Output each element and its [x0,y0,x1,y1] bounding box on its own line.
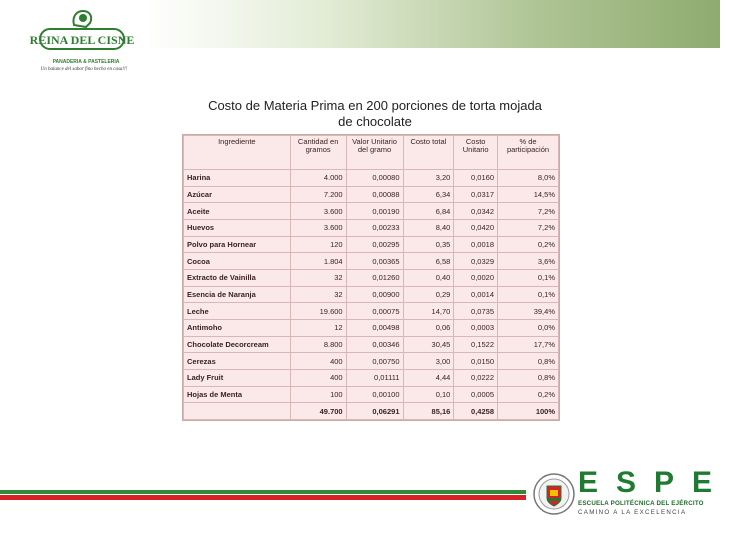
value-cell: 8,40 [403,219,454,236]
value-cell: 8.800 [290,336,346,353]
table-row [184,219,559,236]
column-header: % de participación [498,136,559,170]
value-cell: 0,00080 [346,170,403,187]
ingredient-cell: Aceite [184,203,291,220]
table-body [184,170,559,420]
value-cell: 3.600 [290,219,346,236]
value-cell: 0,0222 [454,369,498,386]
logo-subtitle: PANADERIA & PASTELERIA [52,59,120,65]
value-cell: 0,29 [403,286,454,303]
value-cell: 400 [290,353,346,370]
value-cell: 3,20 [403,170,454,187]
value-cell: 17,7% [498,336,559,353]
value-cell: 0,0329 [454,253,498,270]
value-cell: 0,8% [498,369,559,386]
value-cell: 0,0020 [454,269,498,286]
value-cell: 14,5% [498,186,559,203]
table-row [184,269,559,286]
value-cell: 7.200 [290,186,346,203]
value-cell: 0,00233 [346,219,403,236]
value-cell: 1.804 [290,253,346,270]
column-header: Ingrediente [184,136,291,170]
table-row [184,186,559,203]
value-cell: 7,2% [498,219,559,236]
value-cell: 0,00190 [346,203,403,220]
table-row [184,386,559,403]
value-cell: 0,0342 [454,203,498,220]
value-cell: 4,44 [403,369,454,386]
column-header: Valor Unitario del gramo [346,136,403,170]
ingredient-cell: Extracto de Vainilla [184,269,291,286]
value-cell: 14,70 [403,303,454,320]
value-cell: 19.600 [290,303,346,320]
value-cell: 7,2% [498,203,559,220]
value-cell: 32 [290,269,346,286]
logo-slogan: Un balance del sabor fino hecho en casa!!! [40,67,128,72]
ingredient-cell: Antimoho [184,319,291,336]
value-cell: 0,06 [403,319,454,336]
value-cell: 4.000 [290,170,346,187]
table-row [184,253,559,270]
value-cell: 6,34 [403,186,454,203]
value-cell: 0,00346 [346,336,403,353]
espe-seal-icon [532,472,576,516]
value-cell: 3,6% [498,253,559,270]
cost-table-container [182,134,560,421]
value-cell: 0,00365 [346,253,403,270]
value-cell: 85,16 [403,403,454,420]
table-row [184,286,559,303]
logo-brand-text: REINA DEL CISNE [29,33,135,47]
value-cell: 0,00075 [346,303,403,320]
ingredient-cell: Polvo para Hornear [184,236,291,253]
value-cell: 0,2% [498,236,559,253]
value-cell: 0,10 [403,386,454,403]
slide-title [180,98,570,130]
footer-stripes [0,490,526,500]
value-cell: 0,0018 [454,236,498,253]
espe-institution-name: ESCUELA POLITÉCNICA DEL EJÉRCITO [578,500,704,507]
value-cell: 39,4% [498,303,559,320]
red-stripe [0,495,526,500]
value-cell: 0,0005 [454,386,498,403]
value-cell: 12 [290,319,346,336]
value-cell: 0,4258 [454,403,498,420]
ingredient-cell: Lady Fruit [184,369,291,386]
value-cell: 0,8% [498,353,559,370]
value-cell: 0,35 [403,236,454,253]
value-cell: 6,58 [403,253,454,270]
value-cell: 0,0003 [454,319,498,336]
value-cell: 0,0420 [454,219,498,236]
ingredient-cell [184,403,291,420]
slide-title-line2: de chocolate [338,114,412,129]
value-cell: 0,0% [498,319,559,336]
swan-logo-icon [29,5,135,59]
ingredient-cell: Cerezas [184,353,291,370]
table-row [184,203,559,220]
table-row [184,170,559,187]
value-cell: 0,01111 [346,369,403,386]
value-cell: 0,2% [498,386,559,403]
column-header: Costo Unitario [454,136,498,170]
table-row [184,236,559,253]
value-cell: 0,00100 [346,386,403,403]
value-cell: 0,1522 [454,336,498,353]
value-cell: 100 [290,386,346,403]
green-stripe [0,490,526,494]
ingredient-cell: Esencia de Naranja [184,286,291,303]
table-row [184,303,559,320]
table-row [184,319,559,336]
value-cell: 49.700 [290,403,346,420]
ingredient-cell: Harina [184,170,291,187]
value-cell: 30,45 [403,336,454,353]
value-cell: 0,0735 [454,303,498,320]
table-row [184,336,559,353]
value-cell: 0,1% [498,269,559,286]
value-cell: 0,00295 [346,236,403,253]
company-logo [28,3,140,75]
table-row [184,369,559,386]
ingredient-cell: Huevos [184,219,291,236]
value-cell: 0,1% [498,286,559,303]
value-cell: 32 [290,286,346,303]
value-cell: 0,00900 [346,286,403,303]
espe-wordmark: ESPE [578,466,730,499]
cost-table [183,135,559,420]
value-cell: 0,00498 [346,319,403,336]
column-header: Costo total [403,136,454,170]
ingredient-cell: Chocolate Decorcream [184,336,291,353]
ingredient-cell: Azúcar [184,186,291,203]
value-cell: 3,00 [403,353,454,370]
value-cell: 400 [290,369,346,386]
table-row [184,353,559,370]
value-cell: 100% [498,403,559,420]
espe-motto: CAMINO A LA EXCELENCIA [578,509,687,516]
value-cell: 0,01260 [346,269,403,286]
value-cell: 0,00088 [346,186,403,203]
ingredient-cell: Hojas de Menta [184,386,291,403]
table-total-row [184,403,559,420]
value-cell: 120 [290,236,346,253]
value-cell: 6,84 [403,203,454,220]
value-cell: 0,06291 [346,403,403,420]
ingredient-cell: Leche [184,303,291,320]
value-cell: 0,40 [403,269,454,286]
column-header: Cantidad en gramos [290,136,346,170]
value-cell: 8,0% [498,170,559,187]
value-cell: 0,0150 [454,353,498,370]
value-cell: 3.600 [290,203,346,220]
table-header-row [184,136,559,170]
slide-title-line1: Costo de Materia Prima en 200 porciones de torta mojada [208,98,542,113]
value-cell: 0,0014 [454,286,498,303]
value-cell: 0,00750 [346,353,403,370]
value-cell: 0,0317 [454,186,498,203]
ingredient-cell: Cocoa [184,253,291,270]
value-cell: 0,0160 [454,170,498,187]
